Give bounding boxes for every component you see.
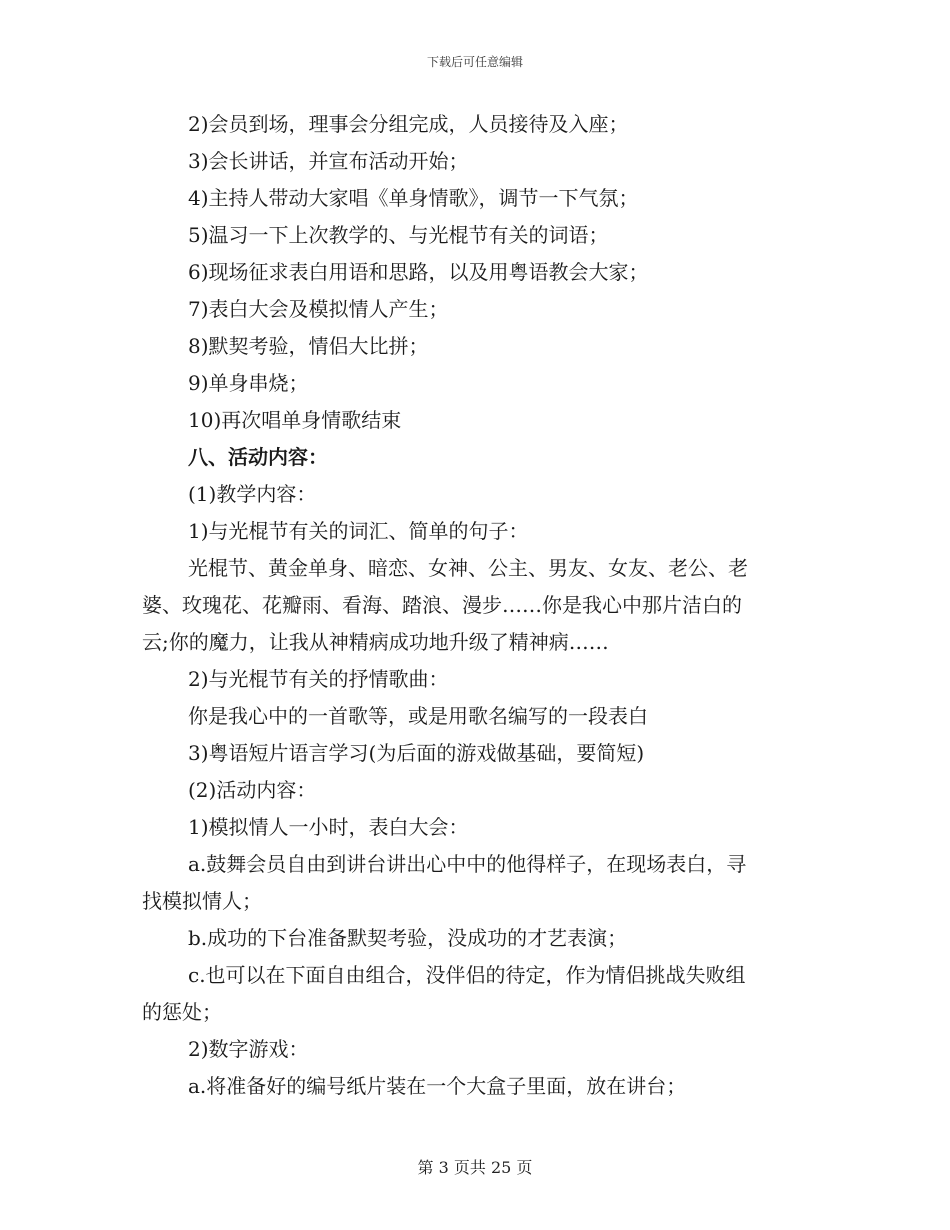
- text-line: 婆、玫瑰花、花瓣雨、看海、踏浪、漫步……你是我心中那片洁白的: [142, 593, 742, 617]
- text-line: 2)会员到场，理事会分组完成，人员接待及入座；: [188, 112, 629, 136]
- page-footer: 第 3 页共 25 页: [417, 1158, 533, 1177]
- text-line: 4)主持人带动大家唱《单身情歌》，调节一下气氛；: [188, 186, 639, 210]
- text-line: 1)与光棍节有关的词汇、简单的句子：: [188, 519, 529, 543]
- text-line: 找模拟情人；: [142, 889, 262, 913]
- document-body: [142, 106, 808, 1105]
- text-line: 6)现场征求表白用语和思路，以及用粤语教会大家；: [188, 260, 649, 284]
- text-line: a.将准备好的编号纸片装在一个大盒子里面，放在讲台；: [188, 1074, 687, 1098]
- text-line: a.鼓舞会员自由到讲台讲出心中中的他得样子，在现场表白，寻: [188, 852, 747, 876]
- text-line: 你是我心中的一首歌等，或是用歌名编写的一段表白: [188, 704, 648, 728]
- text-line: 云;你的魔力，让我从神精病成功地升级了精神病……: [142, 630, 609, 654]
- text-line: (2)活动内容：: [188, 778, 317, 802]
- text-line: (1)教学内容：: [188, 482, 317, 506]
- section-heading: 八、活动内容：: [188, 445, 328, 469]
- text-line: 2)与光棍节有关的抒情歌曲：: [188, 667, 449, 691]
- text-line: 10)再次唱单身情歌结束: [188, 408, 402, 432]
- text-line: 8)默契考验，情侣大比拼；: [188, 334, 429, 358]
- text-line: 的惩处；: [142, 1000, 222, 1024]
- text-line: b.成功的下台准备默契考验，没成功的才艺表演；: [188, 926, 628, 950]
- text-line: 2)数字游戏：: [188, 1037, 309, 1061]
- text-line: 9)单身串烧；: [188, 371, 309, 395]
- text-line: 1)模拟情人一小时，表白大会：: [188, 815, 469, 839]
- text-line: 7)表白大会及模拟情人产生；: [188, 297, 449, 321]
- text-line: 3)会长讲话，并宣布活动开始；: [188, 149, 469, 173]
- text-line: 光棍节、黄金单身、暗恋、女神、公主、男友、女友、老公、老: [188, 556, 748, 580]
- page-header: 下载后可任意编辑: [426, 55, 523, 69]
- text-line: c.也可以在下面自由组合，没伴侣的待定，作为情侣挑战失败组: [188, 963, 746, 987]
- text-line: 3)粤语短片语言学习(为后面的游戏做基础，要简短): [188, 741, 645, 765]
- text-line: 5)温习一下上次教学的、与光棍节有关的词语；: [188, 223, 609, 247]
